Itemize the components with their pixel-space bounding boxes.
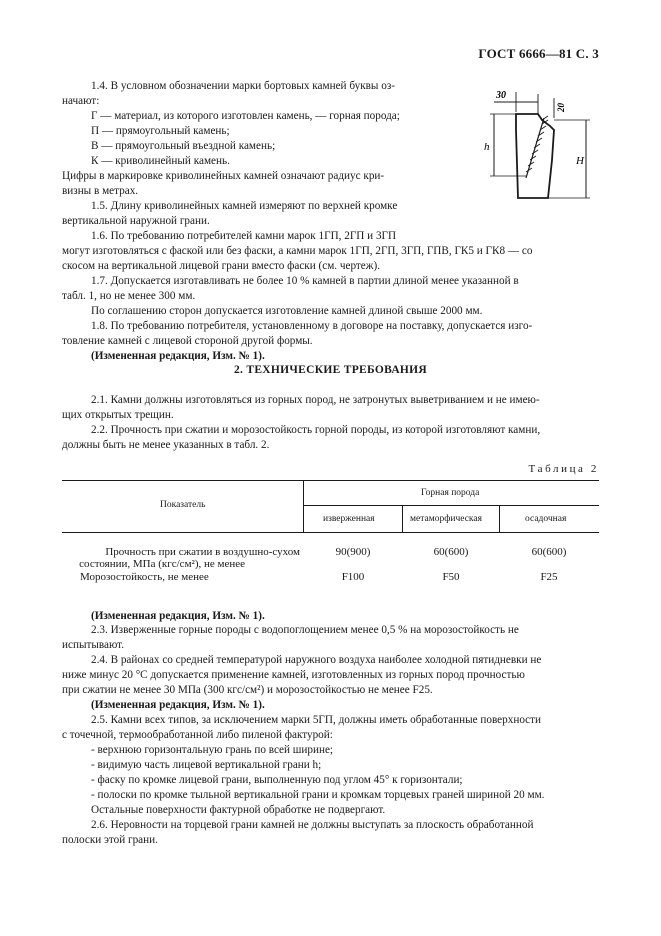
para-1-4-line1: 1.4. В условном обозначении марки бортовых камней буквы оз- (91, 80, 395, 92)
para-1-4-p: П — прямоугольный камень; (91, 125, 230, 137)
page-header: ГОСТ 6666—81 С. 3 (478, 46, 599, 61)
para-1-5-line1: 1.5. Длину криволинейных камней измеряют по верхней кромке (91, 200, 398, 212)
dim-right-label: 20 (556, 103, 566, 112)
table-row-2-metamorphic: F50 (442, 571, 460, 583)
para-1-7-line2: табл. 1, но не менее 300 мм. (62, 290, 196, 302)
table-row-2-label: Морозостойкость, не менее (80, 571, 209, 583)
para-2-4-line1: 2.4. В районах со средней температурой наружного воздуха наиболее холодной пятидневки не (91, 654, 542, 666)
para-2-4-line3: при сжатии не менее 30 МПа (300 кгс/см²) и морозостойкостью не менее F25. (62, 684, 433, 696)
table-row-1-label-2: состоянии, МПа (кгс/см²), не менее (79, 558, 245, 570)
edit-note-1: (Измененная редакция, Изм. № 1). (91, 350, 265, 362)
para-2-5-item-2: - видимую часть лицевой вертикальной грани h; (91, 759, 322, 771)
para-1-4-c2: визны в метрах. (62, 185, 139, 197)
para-2-6-line1: 2.6. Неровности на торцевой грани камней не должны выступать за плоскость обработанной (91, 819, 534, 831)
para-1-7-line3: По соглашению сторон допускается изготовление камней длиной свыше 2000 мм. (91, 305, 483, 317)
table-subheader-igneous: изверженная (323, 514, 375, 524)
table-row-1-metamorphic: 60(600) (433, 546, 469, 558)
para-2-5-line1: 2.5. Камни всех типов, за исключением марки 5ГП, должны иметь обработанные поверхности (91, 714, 542, 726)
table-row-1-label-1: Прочность при сжатии в воздушно-сухом (105, 546, 300, 558)
table-row-2-igneous: F100 (341, 571, 365, 583)
para-1-4-g: Г — материал, из которого изготовлен камень, — горная порода; (91, 110, 400, 122)
para-2-3-line1: 2.3. Изверженные горные породы с водопоглощением менее 0,5 % на морозостойкость не (91, 624, 519, 636)
para-1-7-line1: 1.7. Допускается изготавливать не более 10 % камней в партии длиной менее указанной в (91, 275, 519, 287)
para-1-8-line2: товление камней с лицевой стороной другой формы. (62, 335, 313, 347)
para-1-4-v: В — прямоугольный въездной камень; (91, 140, 276, 152)
curb-stone-drawing (476, 80, 606, 210)
table-header-rock: Горная порода (421, 488, 480, 498)
para-2-5-item-1: - верхнюю горизонтальную грань по всей ширине; (91, 744, 334, 756)
para-1-6-line1: 1.6. По требованию потребителей камни марок 1ГП, 2ГП и 3ГП (91, 230, 397, 242)
para-2-2-line1: 2.2. Прочность при сжатии и морозостойкость горной породы, из которой изготовляют камни, (91, 424, 541, 436)
para-2-1-line1: 2.1. Камни должны изготовляться из горных пород, не затронутых выветриванием и не имею- (91, 394, 540, 406)
table-header-indicator: Показатель (160, 500, 206, 510)
table-subheader-sedimentary: осадочная (525, 514, 567, 524)
para-2-5-item-3: - фаску по кромке лицевой грани, выполненную под углом 45° к горизонтали; (91, 774, 463, 786)
para-2-2-line2: должны быть не менее указанных в табл. 2. (62, 439, 270, 451)
edit-note-3: (Измененная редакция, Изм. № 1). (91, 699, 265, 711)
table-row-1-igneous: 90(900) (335, 546, 371, 558)
para-1-8-line1: 1.8. По требованию потребителя, установленному в договоре на поставку, допускается изго- (91, 320, 533, 332)
para-2-3-line2: испытывают. (62, 639, 125, 651)
para-2-5-item-4: - полоски по кромке тыльной вертикальной грани и кромкам торцевых граней шириной 20 мм. (91, 789, 545, 801)
para-2-5-line3: Остальные поверхности фактурной обработке не подвергают. (91, 804, 386, 816)
table-subheader-metamorphic: метаморфическая (410, 514, 482, 524)
para-1-4-c1: Цифры в маркировке криволинейных камней означают радиус кри- (62, 170, 385, 182)
label-H: H (576, 155, 584, 167)
para-2-1-line2: щих открытых трещин. (62, 409, 174, 421)
para-2-6-line2: полоски этой грани. (62, 834, 158, 846)
edit-note-2: (Измененная редакция, Изм. № 1). (91, 610, 265, 622)
label-h: h (484, 141, 490, 153)
para-2-5-line2: с точечной, термообработанной либо пиленой фактурой: (62, 729, 333, 741)
para-1-4-k: К — криволинейный камень. (91, 155, 230, 167)
dim-top-label: 30 (496, 90, 506, 101)
para-1-5-line2: вертикальной наружной грани. (62, 215, 210, 227)
table-caption: Таблица 2 (528, 463, 599, 475)
para-1-4-line2: начают: (62, 95, 100, 107)
section-2-title: 2. ТЕХНИЧЕСКИЕ ТРЕБОВАНИЯ (233, 364, 428, 376)
para-1-6-line3: скосом на вертикальной лицевой грани вместо фаски (см. чертеж). (62, 260, 381, 272)
para-2-4-line2: ниже минус 20 °С допускается применение камней, изготовленных из горных пород прочностью (62, 669, 525, 681)
para-1-6-line2: могут изготовляться с фаской или без фаски, а камни марок 1ГП, 2ГП, 3ГП, ГПВ, ГК5 и ГК8 — со (62, 245, 533, 257)
table-row-1-sedimentary: 60(600) (531, 546, 567, 558)
table-row-2-sedimentary: F25 (540, 571, 558, 583)
